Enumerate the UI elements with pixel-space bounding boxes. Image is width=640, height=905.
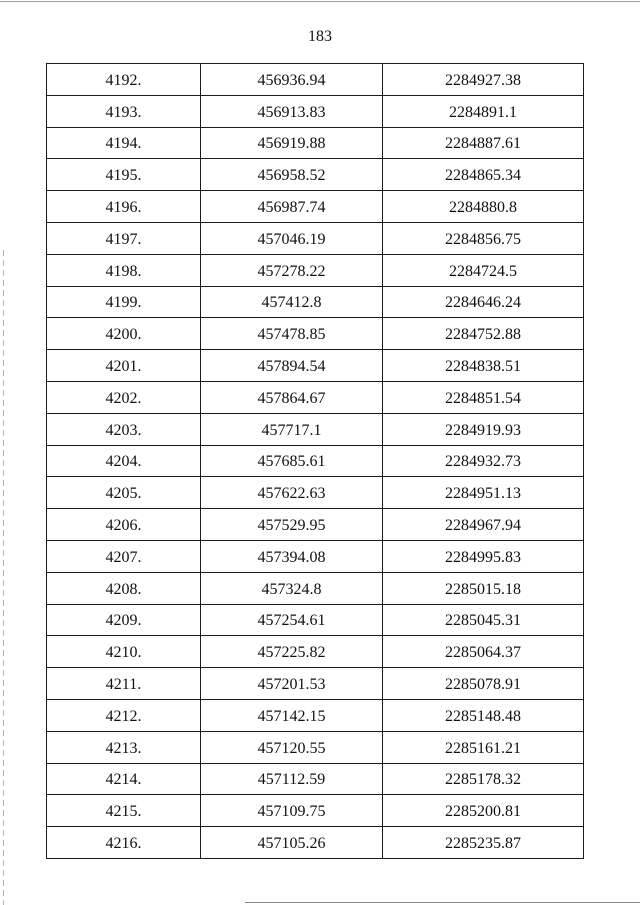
x-coordinate-cell: 457685.61	[201, 445, 383, 477]
table-row	[47, 95, 584, 127]
table-row	[47, 827, 584, 859]
table-row	[47, 64, 584, 96]
table-row	[47, 127, 584, 159]
x-coordinate-cell: 457864.67	[201, 381, 383, 413]
page-number: 183	[308, 28, 332, 45]
table-row	[47, 222, 584, 254]
point-number-cell: 4203.	[47, 413, 201, 445]
table-row	[47, 509, 584, 541]
y-coordinate-cell: 2284838.51	[383, 350, 584, 382]
x-coordinate-cell: 457120.55	[201, 731, 383, 763]
x-coordinate-cell: 457278.22	[201, 254, 383, 286]
table-row	[47, 763, 584, 795]
x-coordinate-cell: 457109.75	[201, 795, 383, 827]
point-number-cell: 4202.	[47, 381, 201, 413]
x-coordinate-cell: 457412.8	[201, 286, 383, 318]
y-coordinate-cell: 2284887.61	[383, 127, 584, 159]
point-number-cell: 4194.	[47, 127, 201, 159]
y-coordinate-cell: 2284752.88	[383, 318, 584, 350]
y-coordinate-cell: 2285148.48	[383, 699, 584, 731]
table-row	[47, 540, 584, 572]
table-row	[47, 350, 584, 382]
point-number-cell: 4205.	[47, 477, 201, 509]
y-coordinate-cell: 2285078.91	[383, 668, 584, 700]
x-coordinate-cell: 456936.94	[201, 64, 383, 96]
x-coordinate-cell: 457894.54	[201, 350, 383, 382]
table-row	[47, 254, 584, 286]
point-number-cell: 4195.	[47, 159, 201, 191]
x-coordinate-cell: 457254.61	[201, 604, 383, 636]
x-coordinate-cell: 457529.95	[201, 509, 383, 541]
y-coordinate-cell: 2285015.18	[383, 572, 584, 604]
y-coordinate-cell: 2284724.5	[383, 254, 584, 286]
point-number-cell: 4208.	[47, 572, 201, 604]
point-number-cell: 4199.	[47, 286, 201, 318]
y-coordinate-cell: 2285178.32	[383, 763, 584, 795]
table-row	[47, 381, 584, 413]
x-coordinate-cell: 457478.85	[201, 318, 383, 350]
point-number-cell: 4204.	[47, 445, 201, 477]
point-number-cell: 4212.	[47, 699, 201, 731]
x-coordinate-cell: 457717.1	[201, 413, 383, 445]
point-number-cell: 4193.	[47, 95, 201, 127]
coordinates-table	[46, 63, 584, 859]
y-coordinate-cell: 2284951.13	[383, 477, 584, 509]
point-number-cell: 4210.	[47, 636, 201, 668]
y-coordinate-cell: 2284851.54	[383, 381, 584, 413]
table-row	[47, 191, 584, 223]
point-number-cell: 4207.	[47, 540, 201, 572]
table-row	[47, 286, 584, 318]
table-row	[47, 731, 584, 763]
table-row	[47, 668, 584, 700]
x-coordinate-cell: 456913.83	[201, 95, 383, 127]
point-number-cell: 4209.	[47, 604, 201, 636]
y-coordinate-cell: 2284880.8	[383, 191, 584, 223]
table-row	[47, 636, 584, 668]
point-number-cell: 4196.	[47, 191, 201, 223]
point-number-cell: 4215.	[47, 795, 201, 827]
x-coordinate-cell: 457112.59	[201, 763, 383, 795]
x-coordinate-cell: 457105.26	[201, 827, 383, 859]
y-coordinate-cell: 2284967.94	[383, 509, 584, 541]
scan-edge-left	[3, 250, 4, 905]
y-coordinate-cell: 2285064.37	[383, 636, 584, 668]
coordinates-table-body	[47, 64, 584, 859]
point-number-cell: 4198.	[47, 254, 201, 286]
y-coordinate-cell: 2284927.38	[383, 64, 584, 96]
point-number-cell: 4197.	[47, 222, 201, 254]
y-coordinate-cell: 2284932.73	[383, 445, 584, 477]
y-coordinate-cell: 2284995.83	[383, 540, 584, 572]
y-coordinate-cell: 2284865.34	[383, 159, 584, 191]
x-coordinate-cell: 457046.19	[201, 222, 383, 254]
x-coordinate-cell: 456958.52	[201, 159, 383, 191]
table-row	[47, 445, 584, 477]
table-row	[47, 159, 584, 191]
table-row	[47, 413, 584, 445]
x-coordinate-cell: 457394.08	[201, 540, 383, 572]
x-coordinate-cell: 457142.15	[201, 699, 383, 731]
y-coordinate-cell: 2285161.21	[383, 731, 584, 763]
y-coordinate-cell: 2284919.93	[383, 413, 584, 445]
table-row	[47, 572, 584, 604]
point-number-cell: 4206.	[47, 509, 201, 541]
scan-edge-top	[0, 1, 640, 2]
point-number-cell: 4216.	[47, 827, 201, 859]
x-coordinate-cell: 456987.74	[201, 191, 383, 223]
scan-edge-bottom	[245, 902, 640, 903]
x-coordinate-cell: 457622.63	[201, 477, 383, 509]
point-number-cell: 4213.	[47, 731, 201, 763]
point-number-cell: 4200.	[47, 318, 201, 350]
x-coordinate-cell: 457201.53	[201, 668, 383, 700]
point-number-cell: 4214.	[47, 763, 201, 795]
point-number-cell: 4192.	[47, 64, 201, 96]
table-row	[47, 318, 584, 350]
point-number-cell: 4211.	[47, 668, 201, 700]
y-coordinate-cell: 2285235.87	[383, 827, 584, 859]
x-coordinate-cell: 457324.8	[201, 572, 383, 604]
x-coordinate-cell: 457225.82	[201, 636, 383, 668]
x-coordinate-cell: 456919.88	[201, 127, 383, 159]
table-row	[47, 604, 584, 636]
y-coordinate-cell: 2284856.75	[383, 222, 584, 254]
y-coordinate-cell: 2284891.1	[383, 95, 584, 127]
y-coordinate-cell: 2285200.81	[383, 795, 584, 827]
point-number-cell: 4201.	[47, 350, 201, 382]
table-row	[47, 699, 584, 731]
table-row	[47, 477, 584, 509]
table-row	[47, 795, 584, 827]
y-coordinate-cell: 2284646.24	[383, 286, 584, 318]
y-coordinate-cell: 2285045.31	[383, 604, 584, 636]
